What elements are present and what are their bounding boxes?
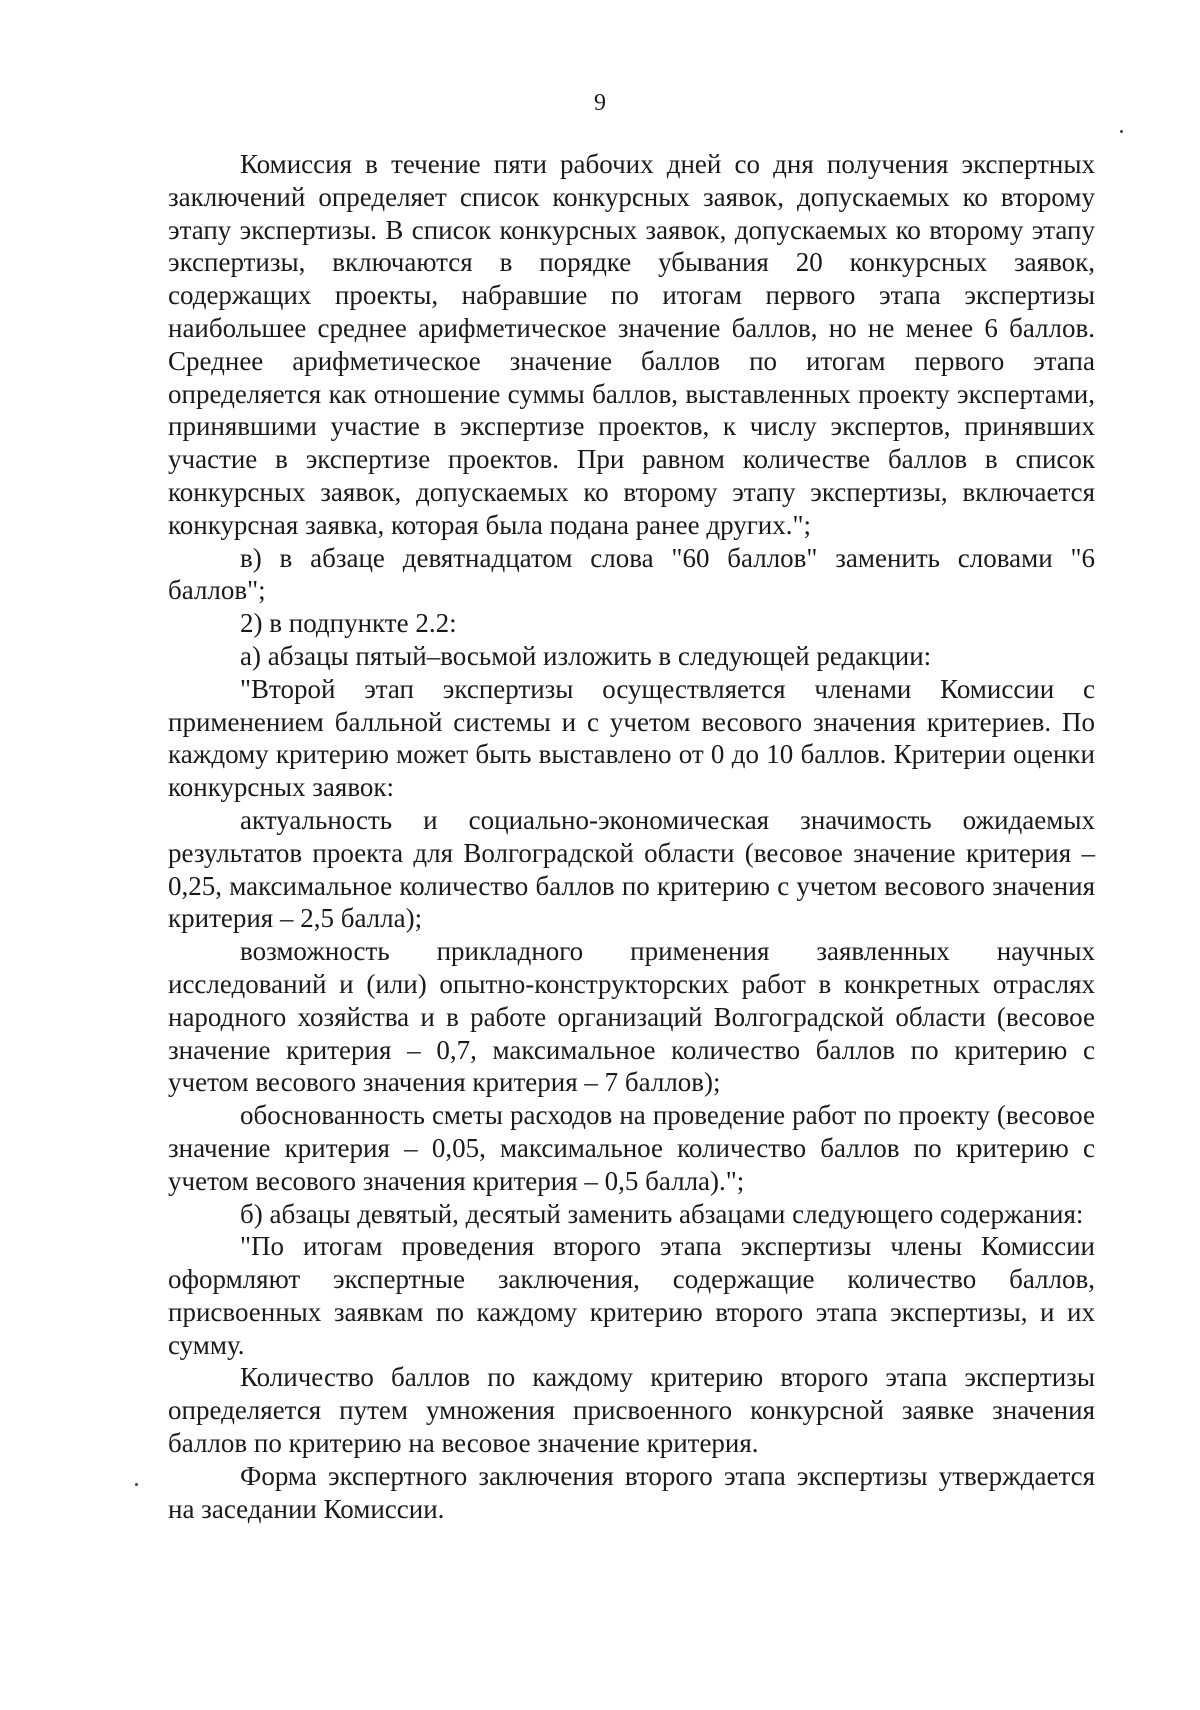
paragraph-commission-list: Комиссия в течение пяти рабочих дней со дня получения экспертных заключений определяет список конкурсных заявок, допускаемых ко второму этапу экспертизы. В список конкурсных заявок, допускаемых ко второму этапу экспертизы, включаются в порядке убывания 20 конкурсных заявок, содержащих проекты, набравшие по итогам первого этапа экспертизы наибольшее среднее арифметическое значение баллов, но не менее 6 баллов. Среднее арифметическое значение баллов по итогам первого этапа определяется как отношение суммы баллов, выставленных проекту экспертами, принявшими участие в экспертизе проектов, к числу экспертов, принявших участие в экспертизе проектов. При равном количестве баллов в список конкурсных заявок, допускаемых ко второму этапу экспертизы, включается конкурсная заявка, которая была подана ранее других."; — [168, 149, 1095, 540]
paragraph-expert-conclusions: "По итогам проведения второго этапа экспертизы члены Комиссии оформляют экспертные заключения, содержащие количество баллов, присвоенных заявкам по каждому критерию второго этапа экспертизы, и их сумму. — [168, 1231, 1095, 1360]
paragraph-criterion-application: возможность прикладного применения заявленных научных исследований и (или) опытно-конструкторских работ в конкретных отраслях народного хозяйства и в работе организаций Волгоградской области (весовое значение критерия – 0,7, максимальное количество баллов по критерию с учетом весового значения критерия – 7 баллов); — [168, 936, 1095, 1098]
paragraph-item-b: б) абзацы девятый, десятый заменить абзацами следующего содержания: — [240, 1198, 1084, 1229]
paragraph-item-v: в) в абзаце девятнадцатом слова "60 баллов" заменить словами "6 баллов"; — [168, 542, 1095, 606]
paragraph-item-2: 2) в подпункте 2.2: — [240, 608, 457, 639]
paragraph-criterion-relevance: актуальность и социально-экономическая значимость ожидаемых результатов проекта для Волгоградской области (весовое значение критерия – 0,25, максимальное количество баллов по критерию с учетом весового значения критерия – 2,5 балла); — [168, 804, 1095, 934]
scan-speck — [1120, 130, 1123, 133]
paragraph-item-a: а) абзацы пятый–восьмой изложить в следующей редакции: — [240, 640, 932, 671]
document-body — [168, 148, 1095, 1525]
paragraph-criterion-budget: обоснованность сметы расходов на проведение работ по проекту (весовое значение критерия – 0,05, максимальное количество баллов по критерию с учетом весового значения критерия – 0,5 балла)."; — [168, 1100, 1095, 1196]
scan-speck — [135, 1483, 138, 1486]
paragraph-score-calculation: Количество баллов по каждому критерию второго этапа экспертизы определяется путем умножения присвоенного конкурсной заявке значения баллов по критерию на весовое значение критерия. — [168, 1362, 1095, 1459]
page-number: 9 — [594, 90, 606, 116]
paragraph-second-stage: "Второй этап экспертизы осуществляется членами Комиссии с применением балльной системы и с учетом весового значения критериев. По каждому критерию может быть выставлено от 0 до 10 баллов. Критерии оценки конкурсных заявок: — [168, 673, 1095, 803]
paragraph-form-approval: Форма экспертного заключения второго этапа экспертизы утверждается на заседании Комиссии. — [168, 1460, 1095, 1524]
